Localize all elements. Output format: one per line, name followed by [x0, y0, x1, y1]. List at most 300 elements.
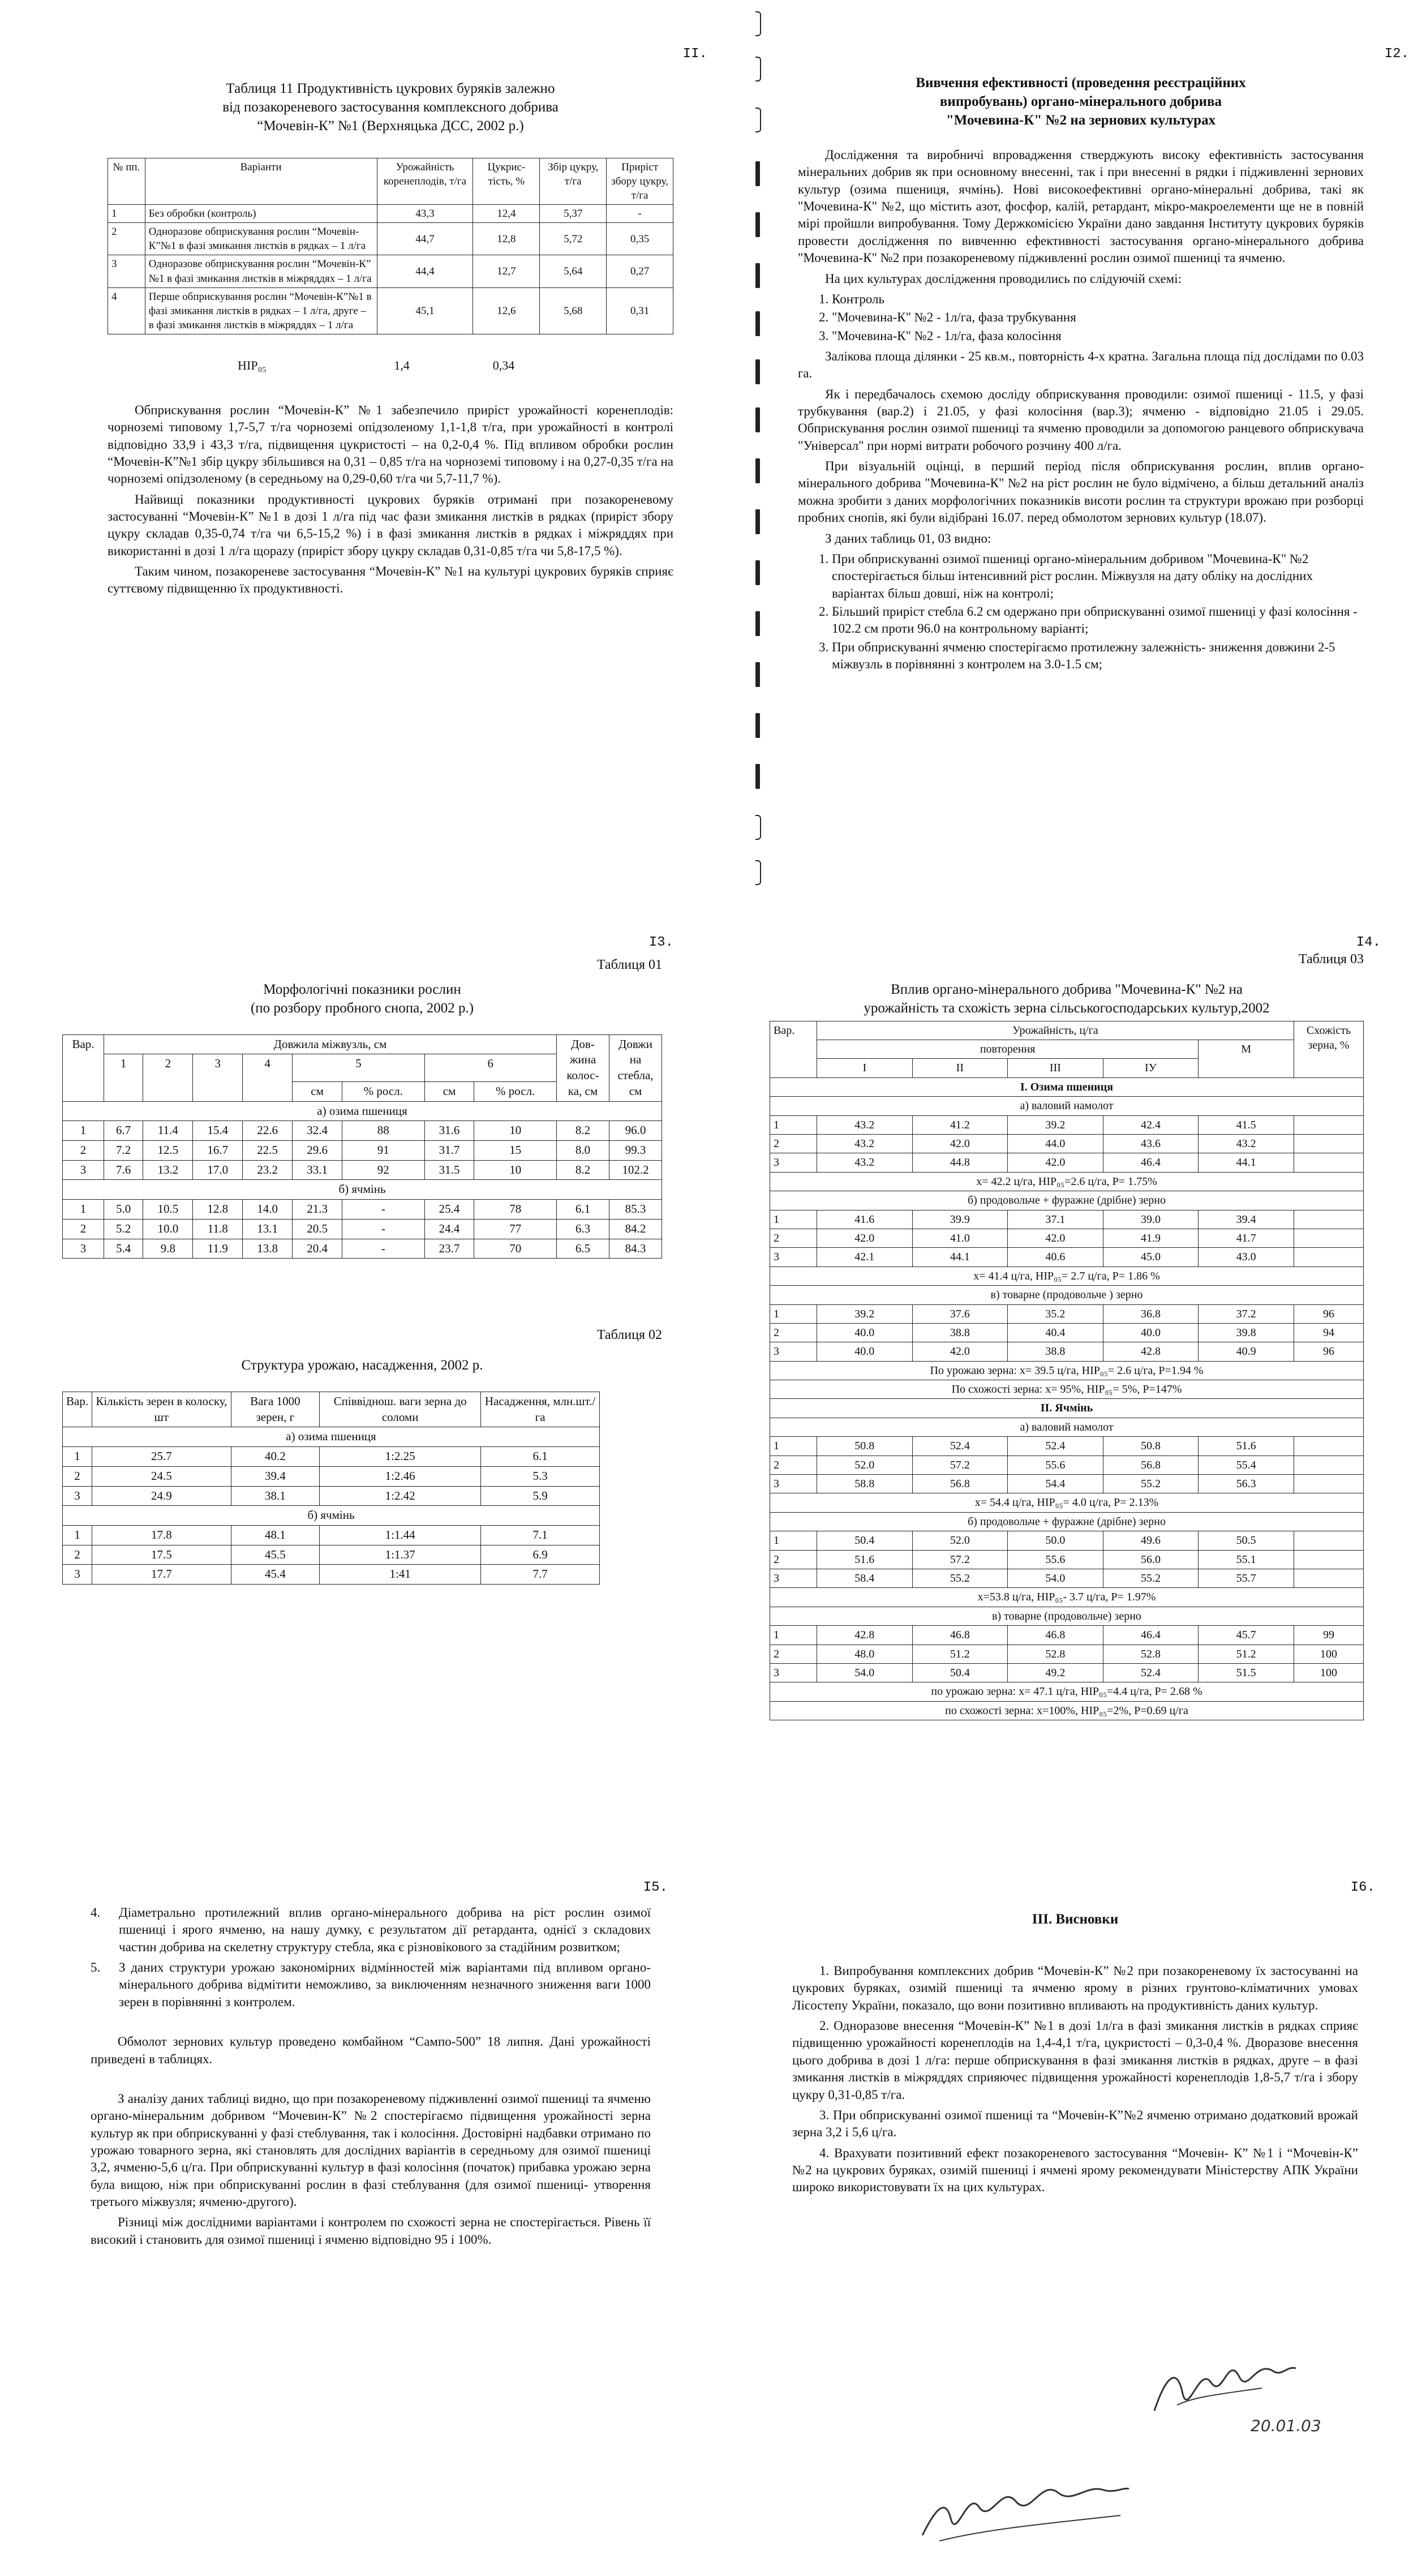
table-header: 4 [243, 1054, 293, 1101]
table-header: № пп. [108, 158, 145, 205]
table-row [63, 1140, 662, 1160]
table-cell: 70 [474, 1239, 557, 1259]
table-cell: 15.4 [193, 1121, 243, 1141]
hir-value: 1,4 [394, 358, 410, 372]
page-number: I3. [648, 935, 673, 950]
page-number: I2. [1384, 46, 1409, 62]
table-cell: 2 [63, 1140, 104, 1160]
table-cell: 2 [63, 1545, 92, 1565]
table-cell: 32.4 [293, 1121, 342, 1141]
paragraph: 1. Випробування комплексних добрив “Мочевін-К” №2 при позакореневому їх застосуванні на цукрових буряках, озимій пшениці та ячменю ярому в різних грунтово-кліматичних умовах Лісостепу України, показало, що вони позитивно впливають на продуктивність даних культур. [792, 1964, 1358, 2012]
table-cell: - [342, 1200, 425, 1220]
table-cell: 40.6 [1008, 1248, 1103, 1266]
title-line: "Мочевина-К" №2 на зернових культурах [946, 113, 1216, 128]
page-15 [91, 1879, 668, 2252]
table-cell: 5.3 [481, 1466, 600, 1486]
table-cell: 23.7 [424, 1239, 474, 1259]
table-cell: 14.0 [243, 1200, 293, 1220]
title-line: випробувань) органо-мінерального добрива [939, 94, 1222, 109]
table-cell: 39.9 [912, 1210, 1008, 1229]
table-cell: 52.4 [1008, 1437, 1103, 1456]
table-cell: 39.4 [1199, 1210, 1294, 1229]
table-header: Схожість зерна, % [1294, 1021, 1364, 1077]
table-cell: 2 [63, 1466, 92, 1486]
table-cell [1294, 1248, 1364, 1266]
table-cell: 1:1.37 [320, 1545, 481, 1565]
table-cell: 1 [770, 1626, 817, 1645]
table-cell: 55.1 [1199, 1550, 1294, 1569]
stat-note: x=53.8 ц/га, НІР₀₅- 3.7 ц/га, P= 1.97% [770, 1588, 1364, 1607]
table-cell: 5,68 [540, 287, 607, 334]
table-cell: 57.2 [912, 1456, 1008, 1474]
table-cell: 42.8 [817, 1626, 913, 1645]
table-cell: 78 [474, 1200, 557, 1220]
table-cell: 5.0 [104, 1200, 143, 1220]
page-number: I4. [1356, 935, 1381, 950]
table-cell: 12,7 [473, 255, 540, 287]
stat-note: x= 41.4 ц/га, НІР₀₅= 2.7 ц/га, P= 1.86 % [770, 1266, 1364, 1285]
table-cell: 96 [1294, 1342, 1364, 1361]
table-cell [1294, 1531, 1364, 1550]
binder-ring [755, 860, 761, 885]
table-cell: Перше обприскування рослин “Мочевін-К”№1 в фазі змикання листків в рядках – 1 л/га, друге – в фазі змикання листків в міжряддях – 1 л/га [145, 287, 377, 334]
table-header: Кількість зерен в колоску, шт [92, 1392, 231, 1427]
table-cell: 44.8 [912, 1153, 1008, 1172]
paragraph: Різниці між дослідними варіантами і контролем по схожості зерна не спостерігається. Рівень її високий і становить для озимої пшениці і ячменю відповідно 95 і 100%. [91, 2215, 651, 2247]
table-cell: 39.4 [231, 1466, 319, 1486]
page-12 [798, 34, 1409, 676]
table-cell: 22.5 [243, 1140, 293, 1160]
table-cell: 38.1 [231, 1486, 319, 1506]
table-cell: 11.4 [143, 1121, 193, 1141]
table-cell [1294, 1210, 1364, 1229]
table-cell [1294, 1153, 1364, 1172]
scheme-list [798, 291, 1364, 345]
table-cell: 44.1 [1199, 1153, 1294, 1172]
table-cell: 51.2 [1199, 1645, 1294, 1663]
table-cell: 52.4 [1103, 1663, 1199, 1682]
table-cell: 55.4 [1199, 1456, 1294, 1474]
caption-line: (по розбору пробного снопа, 2002 р.) [250, 1000, 474, 1016]
table-cell: 41.7 [1199, 1229, 1294, 1247]
table-row [63, 1160, 662, 1180]
table-cell: 50.8 [1103, 1437, 1199, 1456]
table-cell: 48.0 [817, 1645, 913, 1663]
table-cell: 55.2 [1103, 1569, 1199, 1588]
table-cell: 1 [770, 1304, 817, 1323]
page-11 [108, 34, 707, 601]
table-section: а) озима пшениця [63, 1101, 662, 1121]
table-row [770, 1135, 1364, 1153]
table-cell: 41.2 [912, 1115, 1008, 1134]
table-cell: 45.5 [231, 1545, 319, 1565]
table-cell: 40.0 [1103, 1323, 1199, 1342]
paragraph: Обприскування рослин “Мочевін-К” №1 забезпечило приріст урожайності коренеплодів: чорноземі типовому 1,7-5,7 т/га чорноземі опідзоленому 1,1-1,8 т/га, при урожайності в контролі відповідно 33,9 і 43,3 т/га, підвищення цукристості – на 0,2-0,4 %. Під впливом обробки рослин “Мочевін-К”№1 збір цукру збільшився на 0,31 – 0,85 т/га на чорноземі типовому і на 0,27-0,35 т/га на чорноземі опідзоленому (в середньому на 0,29-0,60 т/га чи 5,7-11,7 %). [108, 402, 673, 486]
table-header: % росл. [474, 1081, 557, 1101]
table-cell: 12.8 [193, 1200, 243, 1220]
table-header: ІУ [1103, 1059, 1199, 1077]
table-cell: 20.5 [293, 1219, 342, 1239]
table-cell: 42.0 [817, 1229, 913, 1247]
table-01 [62, 1034, 662, 1259]
table-cell: 37.1 [1008, 1210, 1103, 1229]
paragraph: З аналізу даних таблиці видно, що при позакореневому підживленні озимої пшениці та ячменю органо-мінеральним добривом “Мочевин-К” №2 спостерігаємо підвищення урожайності зерна культур як при обприскуванні у фазі стеблування, так і колосіння. Достовірні надбавки отримано по урожаю товарного зерна, які становлять для дослідних варіантів в середньому для озимої пшениці 3,2, ячменю-5,6 ц/га. При обприскуванні культур в фазі колосіння (початок) прибавка урожаю зерна була вищою, ніж при обприскуванні рослин в фазі стеблування (для озимої пшениці- утворення третього міжвузля; ячменю-другого). [91, 2091, 651, 2209]
table-cell: 1 [63, 1447, 92, 1467]
table-cell: 99.3 [609, 1140, 662, 1160]
binder-ring [755, 108, 761, 132]
table-header: 2 [143, 1054, 193, 1101]
table-cell: 25.7 [92, 1447, 231, 1467]
table-cell [1294, 1115, 1364, 1134]
table-cell: 3 [63, 1239, 104, 1259]
table-11 [108, 158, 673, 334]
table-header: 6 [424, 1054, 556, 1081]
table-cell: 1:41 [320, 1565, 481, 1585]
table-cell: 77 [474, 1219, 557, 1239]
item-number: 4. [91, 1905, 101, 1920]
page-number: II. [682, 46, 707, 62]
table-cell: 52.0 [912, 1531, 1008, 1550]
table-02-caption: Структура урожаю, насадження, 2002 р. [241, 1357, 483, 1373]
table-cell: 36.8 [1103, 1304, 1199, 1323]
table-cell: 41.5 [1199, 1115, 1294, 1134]
table-cell: 43.6 [1103, 1135, 1199, 1153]
table-cell: 55.2 [912, 1569, 1008, 1588]
table-cell: 29.6 [293, 1140, 342, 1160]
table-row [770, 1569, 1364, 1588]
table-cell: Без обробки (контроль) [145, 205, 377, 223]
table-01-caption [62, 980, 662, 1017]
table-row [108, 205, 673, 223]
table-cell: 43.2 [817, 1135, 913, 1153]
table-row [770, 1153, 1364, 1172]
table-cell: 7.2 [104, 1140, 143, 1160]
table-cell: 55.6 [1008, 1456, 1103, 1474]
table-cell: 56.3 [1199, 1475, 1294, 1493]
table-cell: 44.1 [912, 1248, 1008, 1266]
table-cell: 5.2 [104, 1219, 143, 1239]
table-header: 5 [293, 1054, 424, 1081]
table-cell: 51.5 [1199, 1663, 1294, 1682]
table-cell: 31.5 [424, 1160, 474, 1180]
table-cell: 5,64 [540, 255, 607, 287]
signature [917, 2462, 1132, 2552]
table-cell: 13.2 [143, 1160, 193, 1180]
table-row [63, 1565, 600, 1585]
table-cell: 44,7 [377, 223, 473, 255]
table-cell: 12,8 [473, 223, 540, 255]
table-cell: 57.2 [912, 1550, 1008, 1569]
binder-rings [750, 11, 767, 883]
table-header: Вар. [770, 1021, 817, 1077]
table-cell: 10.5 [143, 1200, 193, 1220]
table-row [770, 1304, 1364, 1323]
table-cell: 1 [63, 1526, 92, 1545]
table-cell: 39.2 [1008, 1115, 1103, 1134]
list-item: 2. Більший приріст стебла 6.2 см одержано при обприскуванні озимої пшениці у фазі колосіння - 102.2 см проти 96.0 на контрольному варіанті; [832, 603, 1364, 638]
table-cell: 3 [770, 1248, 817, 1266]
table-body [63, 1447, 600, 1506]
binder-ring [755, 662, 760, 687]
table-cell: 84.2 [609, 1219, 662, 1239]
table-subsection: а) валовий намолот [770, 1097, 1364, 1115]
table-cell: 17.5 [92, 1545, 231, 1565]
table-header: ІІ [912, 1059, 1008, 1077]
table-cell: 3 [63, 1565, 92, 1585]
table-cell: 1:1.44 [320, 1526, 481, 1545]
table-row [63, 1466, 600, 1486]
table-cell: 1:2.46 [320, 1466, 481, 1486]
list-item [91, 1904, 651, 1956]
binder-ring [755, 359, 760, 384]
hir-value: 0,34 [492, 358, 515, 372]
table-row [63, 1219, 662, 1239]
stat-note: По урожаю зерна: x= 39.5 ц/га, НІР₀₅= 2.6 ц/га, P=1.94 % [770, 1361, 1364, 1380]
table-cell: 17.0 [193, 1160, 243, 1180]
table-cell: 42.0 [1008, 1229, 1103, 1247]
table-cell: 38.8 [1008, 1342, 1103, 1361]
hir-label: НІР₀₅ [238, 358, 267, 372]
paragraph: Таким чином, позакореневе застосування “Мочевін-К” №1 на культурі цукрових буряків сприяє суттєвому підвищенню їх продуктивності. [108, 564, 673, 596]
table-cell: 50.4 [912, 1663, 1008, 1682]
table-cell: 9.8 [143, 1239, 193, 1259]
table-row [770, 1475, 1364, 1493]
table-cell: 50.0 [1008, 1531, 1103, 1550]
table-header: повторення [817, 1040, 1199, 1059]
conclusions-title: ІІІ. Висновки [1032, 1912, 1119, 1927]
table-section: а) озима пшениця [63, 1427, 600, 1447]
table-row [108, 255, 673, 287]
table-cell: 6.1 [557, 1200, 609, 1220]
table-cell: 40.2 [231, 1447, 319, 1467]
table-cell: 21.3 [293, 1200, 342, 1220]
table-cell: 42.8 [1103, 1342, 1199, 1361]
table-cell: 39.8 [1199, 1323, 1294, 1342]
paragraph: Найвищі показники продуктивності цукрових буряків отримані при позакореневому застосуванні “Мочевін-К” №1 в дозі 1 л/га під час фази змикання листків в рядках (приріст збору цукру складав 0,35-0,74 т/га чи 6,5-15,2 %) і в фазі змикання листків в рядках і міжряддях при використанні в дозі 1 л/га щорazy (приріст збору цукру складав 0,31-0,85 т/га чи 5,8-17,5 %). [108, 492, 673, 558]
paragraph: Як і передбачалось схемою досліду обприскування проводили: озимої пшениці - 11.5, у фазі трубкування (вар.2) і 21.05, у фазі колосіння (вар.3); ячменю - відповідно 21.05 і 29.05. Обприскування рослин озимої пшениці та ячменю проводили за допомогою ранцевого обприскувача "Універсал" при нормі витрати робочого розчину 400 л/га. [798, 387, 1364, 453]
table-row [770, 1550, 1364, 1569]
table-03 [770, 1021, 1364, 1720]
table-cell: 43.2 [1199, 1135, 1294, 1153]
table-header: Насадження, млн.шт./га [481, 1392, 600, 1427]
table-cell: 45,1 [377, 287, 473, 334]
table-cell: 40.4 [1008, 1323, 1103, 1342]
table-cell: 37.6 [912, 1304, 1008, 1323]
table-cell: 85.3 [609, 1200, 662, 1220]
table-row [63, 1526, 600, 1545]
table-header: Варіанти [145, 158, 377, 205]
table-cell: 37.2 [1199, 1304, 1294, 1323]
table-cell: - [342, 1239, 425, 1259]
table-cell: 3 [770, 1342, 817, 1361]
table-cell: 40.0 [817, 1323, 913, 1342]
table-cell: 41.0 [912, 1229, 1008, 1247]
title-line: Вивчення ефективності (проведення реєстраційних [916, 75, 1246, 91]
table-cell: 50.4 [817, 1531, 913, 1550]
paragraph: Залікова площа ділянки - 25 кв.м., повторність 4-х кратна. Загальна площа під дослідами по 0.03 га. [798, 349, 1364, 381]
hir-row [238, 357, 673, 373]
table-cell: 46.8 [912, 1626, 1008, 1645]
table-cell: 2 [770, 1456, 817, 1474]
table-row [770, 1115, 1364, 1134]
table-cell: 3 [63, 1160, 104, 1180]
table-header: % росл. [342, 1081, 425, 1101]
binder-ring [755, 713, 760, 738]
caption-line: урожайність та схожість зерна сільськогосподарських культур,2002 [864, 1000, 1270, 1016]
table-cell: 10.0 [143, 1219, 193, 1239]
list-item: 3. "Мочевина-К" №2 - 1л/га, фаза колосіння [832, 328, 1364, 345]
table-11-caption [108, 79, 673, 135]
table-row [63, 1239, 662, 1259]
table-row [770, 1626, 1364, 1645]
list-item: 1. При обприскуванні озимої пшениці органо-мінеральним добривом "Мочевина-К" №2 спостерігається більш інтенсивний ріст рослин. Міжвузля на дату обліку на дослідних варіантах більш довші, ніж на контролі; [832, 551, 1364, 602]
table-cell [1294, 1569, 1364, 1588]
paragraph: 3. При обприскуванні озимої пшениці та “Мочевін-К”№2 ячменю отримано додатковий врожай зерна 3,2 і 5,6 ц/га. [792, 2107, 1358, 2140]
paragraph: 4. Врахувати позитивний ефект позакореневого застосування “Мочевін- К” №1 і “Мочевін-К” №2 на цукрових буряках, озимій пшениці і ячмені ярому рекомендувати Міністерству АПК України широко використовувати їх на цих культурах. [792, 2145, 1358, 2195]
paragraph: На цих культурах дослідження проводились по слідуючій схемі: [825, 271, 1182, 286]
table-cell: 10 [474, 1121, 557, 1141]
page-16 [792, 1879, 1375, 2200]
table-cell [1294, 1229, 1364, 1247]
table-cell: 5.4 [104, 1239, 143, 1259]
table-cell: 24.4 [424, 1219, 474, 1239]
table-cell [1294, 1475, 1364, 1493]
table-cell: 10 [474, 1160, 557, 1180]
list-item: 1. Контроль [832, 291, 1364, 308]
section-title [798, 74, 1364, 130]
table-section: І. Озима пшениця [770, 1077, 1364, 1096]
table-subsection: а) валовий намолот [770, 1418, 1364, 1436]
table-row [770, 1531, 1364, 1550]
item-text: Діаметрально протилежний вплив органо-мінерального добрива на ріст рослин озимої пшениці і ярого ячменю, на нашу думку, є результатом дії ретарданта, однієї з складових частин добрива на скелетну структуру стебла, яка є різновікового за стадійним розвитком; [119, 1905, 651, 1954]
table-cell: 43.0 [1199, 1248, 1294, 1266]
table-cell: 46.4 [1103, 1626, 1199, 1645]
table-label: Таблиця 02 [596, 1328, 662, 1343]
table-row [63, 1486, 600, 1506]
table-cell: 48.1 [231, 1526, 319, 1545]
table-cell: 6.5 [557, 1239, 609, 1259]
table-cell: 58.4 [817, 1569, 913, 1588]
table-cell [1294, 1550, 1364, 1569]
table-header: Довжила міжвузль, см [104, 1034, 557, 1054]
table-cell: 43.2 [817, 1115, 913, 1134]
table-cell: 20.4 [293, 1239, 342, 1259]
table-cell: 23.2 [243, 1160, 293, 1180]
table-header: ІІІ [1008, 1059, 1103, 1077]
table-row [770, 1663, 1364, 1682]
table-row [63, 1121, 662, 1141]
table-header: Дов-жина колос-ка, см [557, 1034, 609, 1101]
table-cell: Одноразове обприскування рослин “Мочевін-К”№1 в фазі змикання листків в рядках – 1 л/га [145, 223, 377, 255]
caption-line: від позакореневого застосування комплексного добрива [222, 100, 559, 115]
table-cell: 42.4 [1103, 1115, 1199, 1134]
paragraph: Обмолот зернових культур проведено комбайном “Сампо-500” 18 липня. Дані урожайності приведені в таблицях. [91, 2034, 651, 2066]
table-label: Таблиця 01 [596, 958, 662, 972]
table-cell: 15 [474, 1140, 557, 1160]
table-cell: 3 [770, 1475, 817, 1493]
table-cell: 44,4 [377, 255, 473, 287]
table-row [770, 1323, 1364, 1342]
table-row [770, 1342, 1364, 1361]
table-cell: 84.3 [609, 1239, 662, 1259]
table-cell: 49.2 [1008, 1663, 1103, 1682]
table-cell: 0,31 [607, 287, 673, 334]
binder-ring [755, 407, 760, 432]
table-section: б) ячмінь [63, 1506, 600, 1526]
binder-ring [755, 611, 760, 636]
table-cell: 99 [1294, 1626, 1364, 1645]
binder-ring [755, 161, 760, 186]
table-cell: 2 [63, 1219, 104, 1239]
table-header: М [1199, 1040, 1294, 1078]
table-cell: 42.0 [912, 1342, 1008, 1361]
table-row [770, 1210, 1364, 1229]
table-cell: 12.5 [143, 1140, 193, 1160]
table-cell: 8.0 [557, 1140, 609, 1160]
table-header: Збір цукру, т/га [540, 158, 607, 205]
list-item: 2. "Мочевина-К" №2 - 1л/га, фаза трубкування [832, 309, 1364, 326]
table-cell [1294, 1437, 1364, 1456]
table-body [63, 1200, 662, 1259]
table-cell: 56.8 [912, 1475, 1008, 1493]
caption-line: Вплив органо-мінерального добрива "Мочевина-К" №2 на [891, 981, 1243, 997]
table-cell: 24.5 [92, 1466, 231, 1486]
table-cell: 52.8 [1103, 1645, 1199, 1663]
binder-ring [755, 560, 760, 585]
page-13 [62, 934, 673, 1585]
table-cell: 25.4 [424, 1200, 474, 1220]
table-cell: 1:2.42 [320, 1486, 481, 1506]
list-item: 3. При обприскуванні ячменю спостерігаємо протилежну залежність- зниження довжини 2-5 міжвузль в порівнянні з контролем на 3.0-1.5 см; [832, 639, 1364, 673]
table-cell: 42.0 [1008, 1153, 1103, 1172]
table-cell: 1 [770, 1115, 817, 1134]
item-number: 5. [91, 1960, 101, 1975]
table-cell: 92 [342, 1160, 425, 1180]
table-label: Таблиця 03 [1298, 952, 1364, 967]
table-cell: 45.4 [231, 1565, 319, 1585]
table-header: Урожайність коренеплодів, т/га [377, 158, 473, 205]
table-cell: 31.7 [424, 1140, 474, 1160]
table-cell: 2 [770, 1323, 817, 1342]
table-cell: 3 [770, 1153, 817, 1172]
table-cell: 51.6 [817, 1550, 913, 1569]
table-cell: Одноразове обприскування рослин “Мочевін-К” №1 в фазі змикання листків в міжряддях – 1 л/га [145, 255, 377, 287]
table-cell: 40.0 [817, 1342, 913, 1361]
binder-ring [755, 815, 761, 840]
table-cell: 31.6 [424, 1121, 474, 1141]
binder-ring [755, 263, 760, 288]
stat-note: x= 54.4 ц/га, НІР₀₅= 4.0 ц/га, P= 2.13% [770, 1493, 1364, 1512]
table-cell: 91 [342, 1140, 425, 1160]
table-cell: 51.2 [912, 1645, 1008, 1663]
table-cell: 6.7 [104, 1121, 143, 1141]
table-cell: 2 [770, 1550, 817, 1569]
table-cell: 43,3 [377, 205, 473, 223]
table-cell: 12,4 [473, 205, 540, 223]
table-cell: 3 [770, 1663, 817, 1682]
paragraph: Дослідження та виробничі впровадження стверджують високу ефективність застосування мінеральних добрив як при основному внесенні, так і при внесенні в рядки і підживленні зернових культур (озима пшениця, ячмінь). Нові високоефективні органо-мінеральні добрива, такі як "Мочевина-К" №2, що містить азот, фосфор, калій, ретардант, мікро-макроелементи ще не в повній мірі пройшли випробування. Тому Держкомісією України дано завдання Інституту цукрових буряків провести дослідження по вивченню ефективності застосування органо-мінерального добрива "Мочевина-К" №2 при позакореневому підживленні рослин озимої пшениці та ячменю. [798, 148, 1364, 265]
table-row [770, 1456, 1364, 1474]
table-body [63, 1526, 600, 1585]
table-cell: 0,35 [607, 223, 673, 255]
table-02 [62, 1392, 600, 1585]
binder-ring [755, 311, 760, 336]
table-cell: 12,6 [473, 287, 540, 334]
table-cell: 102.2 [609, 1160, 662, 1180]
table-cell: 88 [342, 1121, 425, 1141]
table-cell: 2 [770, 1229, 817, 1247]
table-cell: 38.8 [912, 1323, 1008, 1342]
